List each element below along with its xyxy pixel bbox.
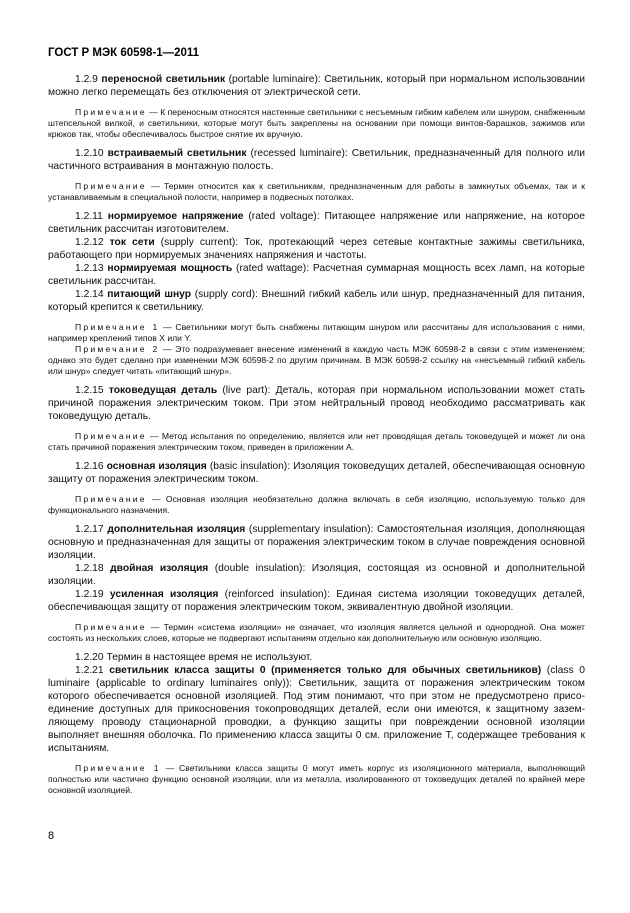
document-body	[48, 73, 585, 796]
term: дополнительная изоляция	[107, 524, 246, 535]
definition-1-2-13: 1.2.13 нормируемая мощность (rated wattage): Расчетная суммарная мощность всех ламп, на которые светильник рассчитан.	[48, 263, 585, 287]
definition-1-2-15: 1.2.15 токоведущая деталь (live part): Деталь, которая при нормальном использовании может стать причиной поражения электрическим током. При этом нейтральный провод необходимо рассматривать как токоведущую деталь.	[48, 385, 585, 422]
term: переносной светильник	[101, 74, 226, 85]
note-1-2-15: Примечание — Метод испытания по определению, является или нет проводящая деталь токоведущей и может ли она стать причиной поражения электрическим током, приведен в приложении А.	[48, 431, 585, 452]
term: питающий шнур	[107, 289, 192, 300]
note-1-2-19: Примечание — Термин «система изоляции» не означает, что изоляция является цельной и однородной. Она может состоять из нескольких слоев, которые не подвергают испытаниям отдельно как дополнительную или основную изоляцию.	[48, 622, 585, 643]
definition-1-2-16: 1.2.16 основная изоляция (basic insulation): Изоляция токоведущих деталей, обеспечивающая основную защиту от поражения электрическим током.	[48, 461, 585, 485]
page-number: 8	[48, 830, 55, 842]
term: нормируемая мощность	[107, 263, 233, 274]
note-label: Примечание	[75, 622, 147, 632]
note-1-2-9: Примечание — К переносным относятся настенные светильники с несъемным гибким кабелем или шнуром, снабженным штепсельной вилкой, и светильники, которые могут быть закреплены на основании при помощи винтов-барашков, зажимов или крюков так, чтобы обеспечивалось быстрое снятие их вручную.	[48, 107, 585, 139]
term: основная изоляция	[106, 461, 207, 472]
note-1-2-10: Примечание — Термин относится как к светильникам, предназначенным для работы в замкнутых объемах, так и к устанавливаемым в специальной полости, например в подвесных потолках.	[48, 181, 585, 202]
note-1-2-21-1: Примечание 1 — Светильники класса защиты 0 могут иметь корпус из изоляционного материала, выполняющий полностью или частично функцию основной изоляции, или из металла, изолированного от токоведущих деталей по крайней мере основной изоляцией.	[48, 763, 585, 795]
definition-1-2-14: 1.2.14 питающий шнур (supply cord): Внешний гибкий кабель или шнур, предназначенный для питания, который крепится к светильнику.	[48, 289, 585, 313]
note-1-2-16: Примечание — Основная изоляция необязательно должна включать в себя изоляцию, используемую только для функционального назначения.	[48, 494, 585, 515]
term: светильник класса защиты 0 (применяется только для обычных светильников)	[109, 665, 542, 676]
document-header: ГОСТ Р МЭК 60598-1—2011	[48, 47, 200, 59]
term: нормируемое напряжение	[107, 211, 244, 222]
note-label: Примечание 1	[75, 763, 161, 773]
note-label: Примечание	[75, 181, 147, 191]
definition-1-2-20: 1.2.20 Термин в настоящее время не используют.	[75, 652, 313, 663]
definition-1-2-17: 1.2.17 дополнительная изоляция (supplementary insulation): Самостоятельная изоляция, дополняющая основную и предназначенная для защиты от поражения электрическим током в случае повреждения основной изоляции.	[48, 524, 586, 561]
term: встраиваемый светильник	[107, 148, 247, 159]
definition-1-2-18: 1.2.18 двойная изоляция (double insulation): Изоляция, состоящая из основной и дополнительной изоляции.	[48, 563, 585, 587]
note-label: Примечание 1	[75, 322, 160, 332]
definition-1-2-11: 1.2.11 нормируемое напряжение (rated voltage): Питающее напряжение или напряжение, на которое светильник рассчитан изготовителем.	[48, 211, 585, 235]
note-label: Примечание	[75, 494, 147, 504]
note-label: Примечание	[75, 107, 147, 117]
definition-1-2-12: 1.2.12 ток сети (supply current): Ток, протекающий через сетевые контактные зажимы светильника, работающего при нормируемых значениях напряжения и частоты.	[48, 237, 585, 261]
term: токоведущая деталь	[108, 385, 218, 396]
note-label: Примечание 2	[75, 344, 160, 354]
definition-1-2-9: 1.2.9 переносной светильник (portable luminaire): Светильник, который при нормальном использовании можно легко перемещать без отключения от электрической сети.	[48, 74, 585, 98]
term: ток сети	[109, 237, 155, 248]
note-1-2-14-2: Примечание 2 — Это подразумевает внесение изменений в каждую часть МЭК 60598-2 в связи с этим изменением; однако это будет сделано при изменении МЭК 60598-2 по другим причинам. В МЭК 60598-2 ссылку на «несъемный гибкий кабель или шнур» следует читать «питающий шнур».	[48, 344, 585, 376]
term: усиленная изоляция	[109, 589, 219, 600]
note-1-2-14-1: Примечание 1 — Светильники могут быть снабжены питающим шнуром или рассчитаны для использования с ними, например креплений типов X или Y.	[48, 322, 585, 343]
definition-1-2-21: 1.2.21 светильник класса защиты 0 (применяется только для обычных светильников) (class 0 luminaire (applicable to ordinary luminaires only)): Светильник, защита от поражения электрическим током которого обеспечивается основной изоляцией. Под этим понимают, что при этом не предусмотрено присоединение доступных для прикосновения токопроводящих деталей, если они имеются, к защитному заземляющему проводу стационарной проводки, а функцию защиты при повреждении основной изоляции выполняет внешняя оболочка. По применению класса защиты 0 см. приложение Т, содержащее требования к испытаниям.	[48, 665, 586, 754]
definition-1-2-19: 1.2.19 усиленная изоляция (reinforced insulation): Единая система изоляции токоведущих деталей, обеспечивающая защиту от поражения электрическим током, эквивалентную двойной изоляции.	[48, 589, 585, 613]
definition-1-2-10: 1.2.10 встраиваемый светильник (recessed luminaire): Светильник, предназначенный для полного или частичного встраивания в монтажную полость.	[48, 148, 585, 172]
term: двойная изоляция	[110, 563, 209, 574]
note-label: Примечание	[75, 431, 147, 441]
